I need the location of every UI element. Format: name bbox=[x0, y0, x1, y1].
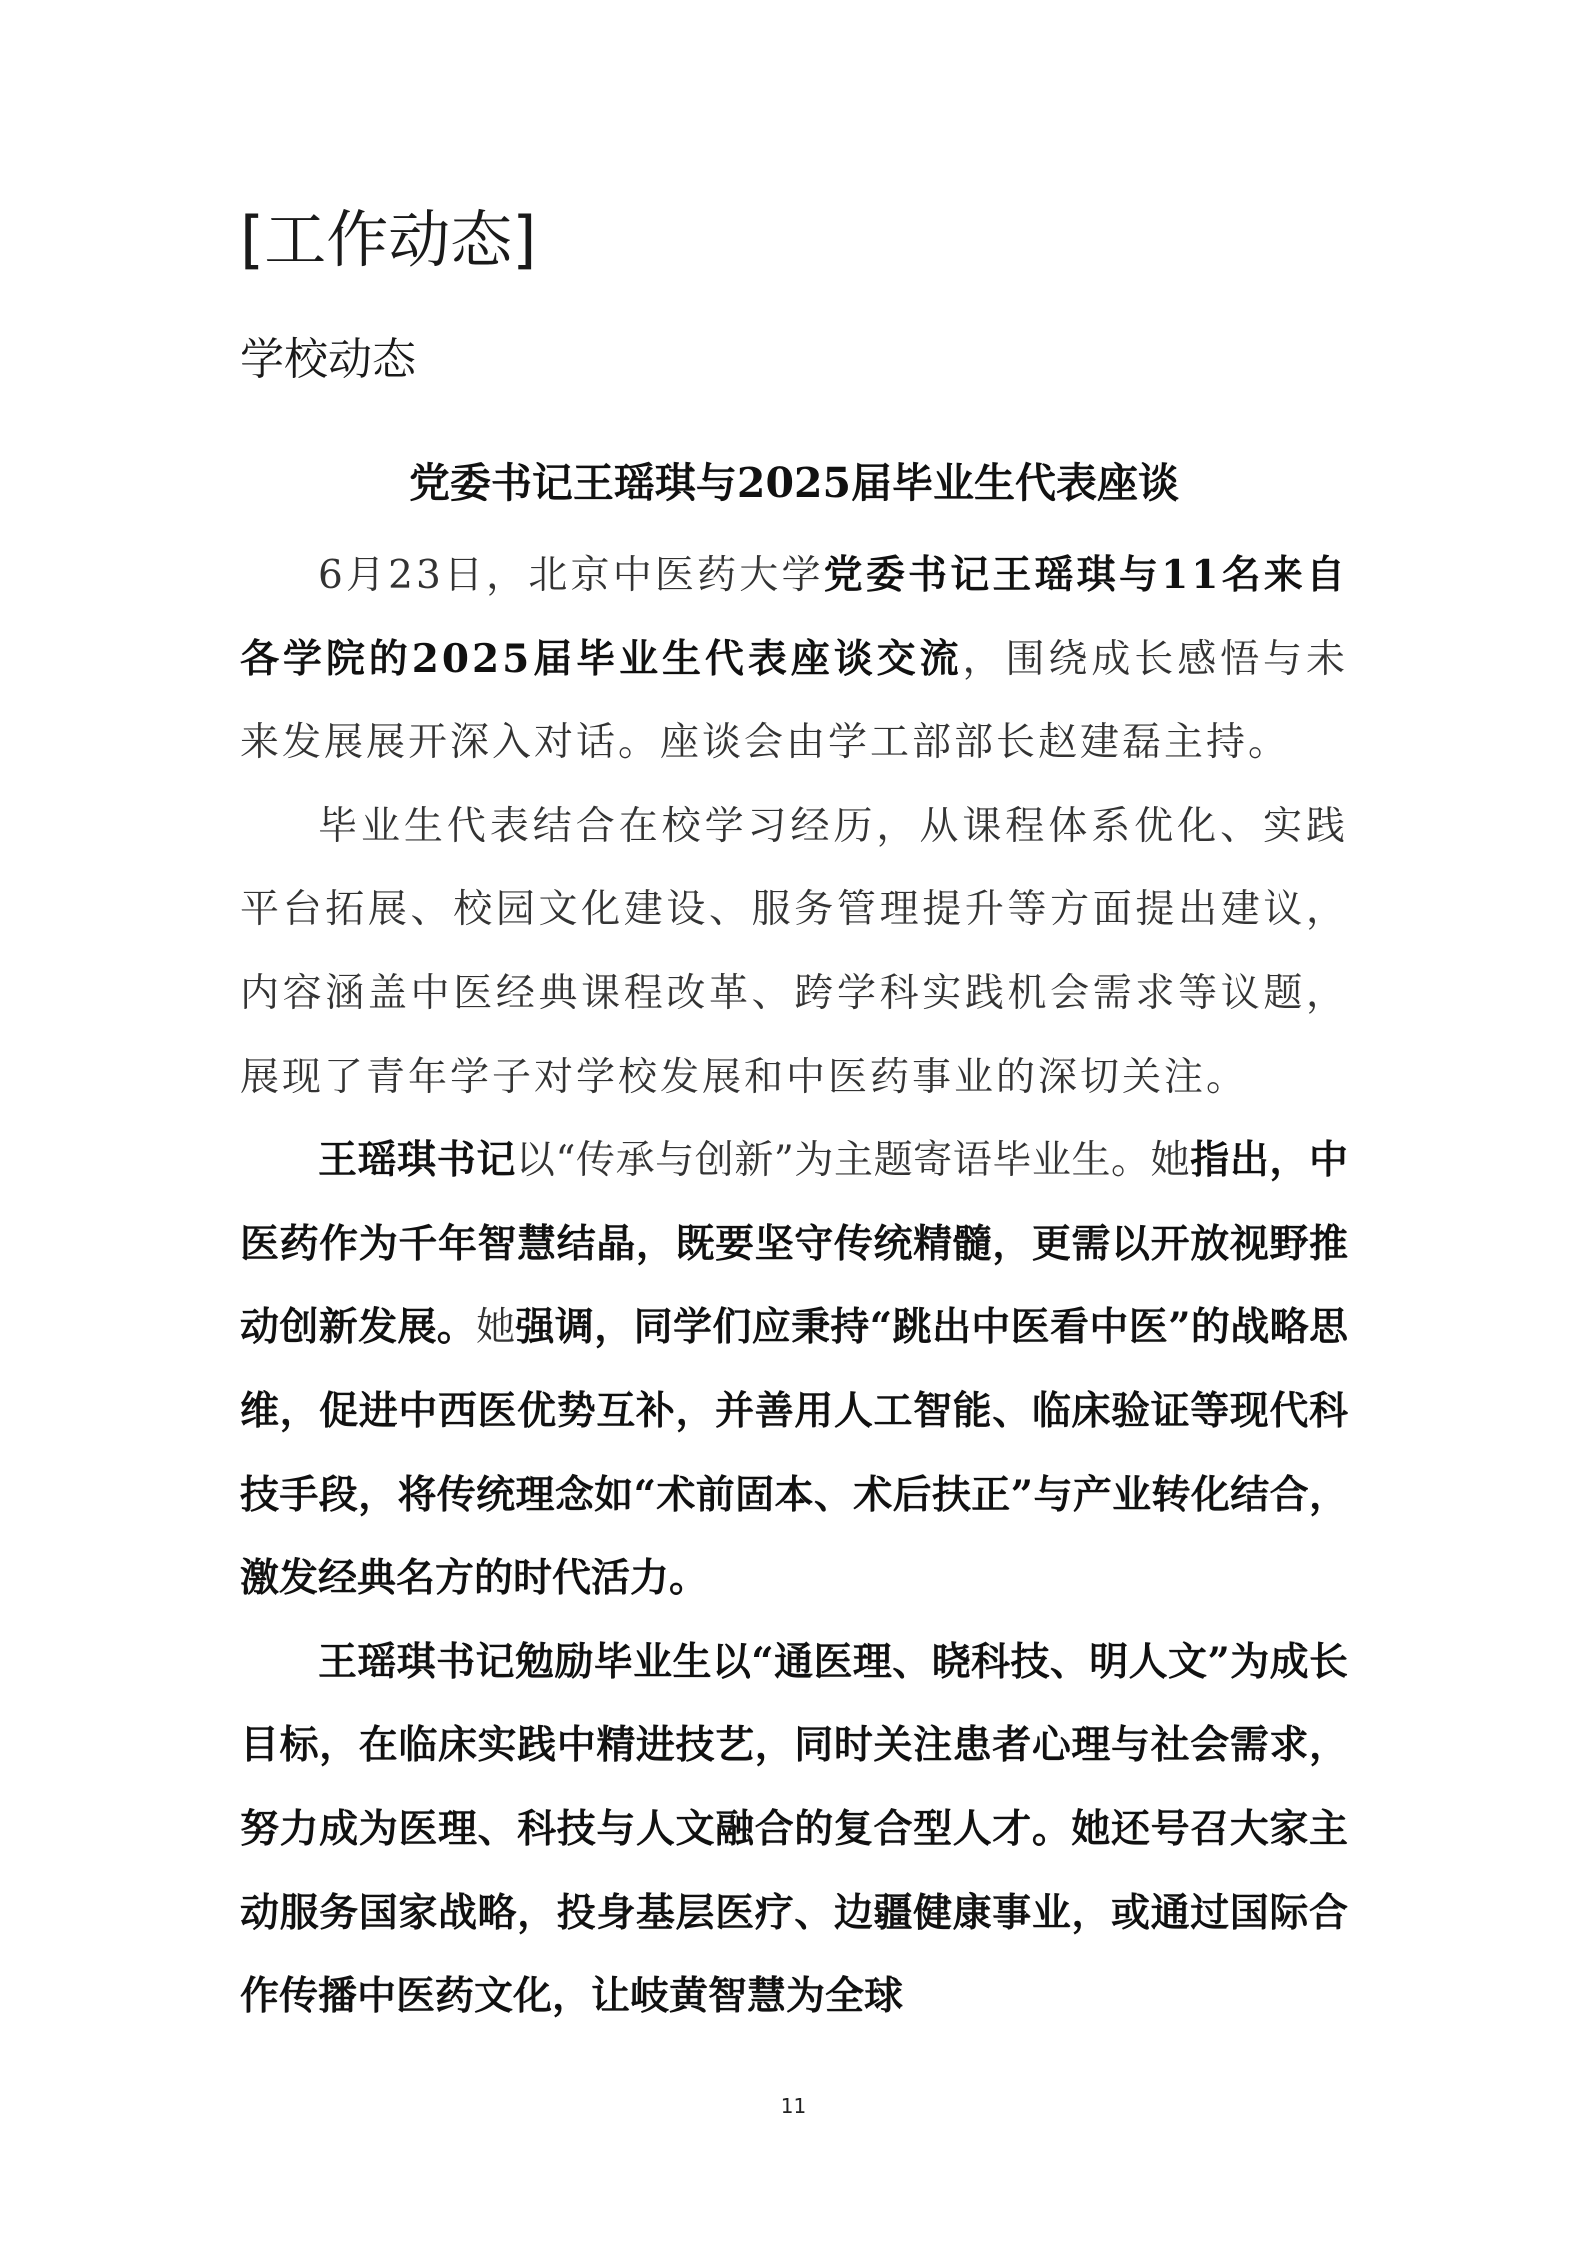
section-header: [工作动态] bbox=[240, 203, 537, 276]
text-span: 以“传承与创新”为主题寄语毕业生。她 bbox=[515, 1138, 1191, 1184]
text-span: ，围绕成长感悟与未来发展展开深入对话。座谈会由学工部部长赵建磊主持。 bbox=[240, 636, 1348, 766]
paragraph bbox=[240, 534, 1348, 785]
paragraph bbox=[240, 1621, 1348, 2039]
page-number: 11 bbox=[780, 2094, 807, 2118]
sub-header: 学校动态 bbox=[240, 334, 416, 385]
bold-text-span: 王瑶琪书记 bbox=[318, 1137, 516, 1184]
article-body bbox=[240, 534, 1348, 2039]
article-title: 党委书记王瑶琪与2025届毕业生代表座谈 bbox=[408, 459, 1180, 507]
text-span: 6月23日，北京中医药大学 bbox=[318, 553, 824, 598]
bold-text-span: 党委书记王瑶琪与11名来自各学院的2025届毕业生代表座谈交流 bbox=[240, 552, 1348, 682]
text-span: 毕业生代表结合在校学习经历，从课程体系优化、实践平台拓展、校园文化建设、服务管理提升等方面提出建议，内容涵盖中医经典课程改革、跨学科实践机会需求等议题，展现了青年学子对学校发展和中医药事业的深切关注。 bbox=[240, 803, 1348, 1100]
paragraph bbox=[240, 1119, 1348, 1621]
text-span: 她 bbox=[476, 1305, 516, 1351]
paragraph bbox=[240, 785, 1348, 1119]
bold-text-span: 强调，同学们应秉持“跳出中医看中医”的战略思维，促进中西医优势互补，并善用人工智能、临床验证等现代科技手段，将传统理念如“术前固本、术后扶正”与产业转化结合，激发经典名方的时代活力。 bbox=[240, 1304, 1348, 1602]
text-span: 王瑶琪书记勉励毕业生以“通医理、晓科技、明人文”为成长目标，在临床实践中精进技艺，同时关注患者心理与社会需求，努力成为医理、科技与人文融合的复合型人才。她还号召大家主动服务国家战略，投身基层医疗、边疆健康事业，或通过国际合作传播中医药文化，让岐黄智慧为全球 bbox=[240, 1638, 1348, 2020]
bold-text-span: 指出，中医药作为千年智慧结晶，既要坚守传统精髓，更需以开放视野推动创新发展。 bbox=[240, 1137, 1348, 1351]
